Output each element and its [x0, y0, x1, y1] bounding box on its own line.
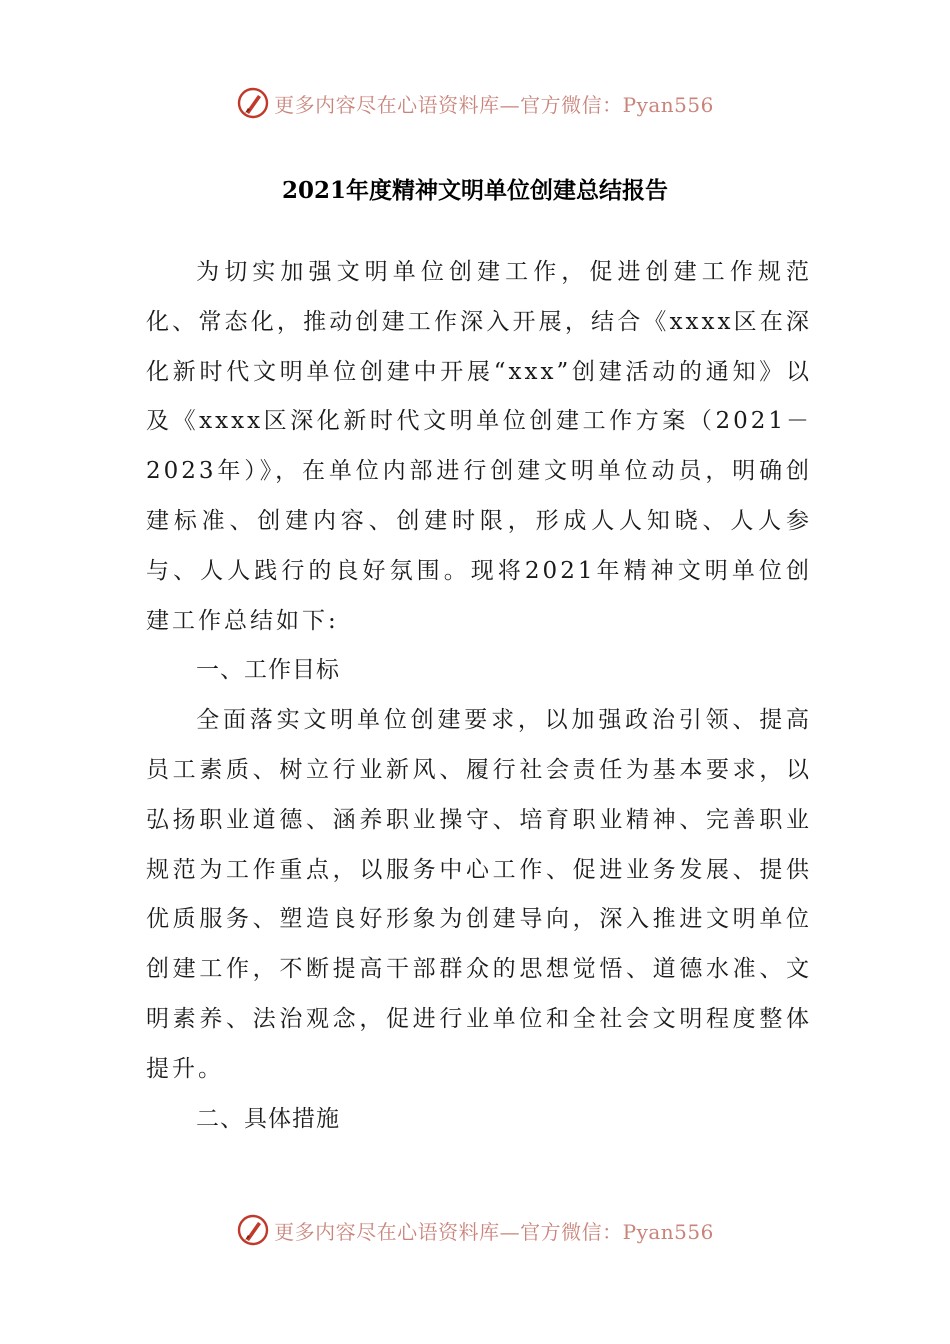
- goals-paragraph: 全面落实文明单位创建要求，以加强政治引领、提高员工素质、树立行业新风、履行社会责任为基本要求，以弘扬职业道德、涵养职业操守、培育职业精神、完善职业规范为工作重点，以服务中心工作、促进业务发展、提供优质服务、塑造良好形象为创建导向，深入推进文明单位创建工作，不断提高干部群众的思想觉悟、道德水准、文明素养、法治观念，促进行业单位和全社会文明程度整体提升。: [146, 707, 812, 1082]
- watermark-text: 更多内容尽在心语资料库—官方微信：Pyan556: [274, 1219, 714, 1244]
- section-heading-measures: 二、具体措施: [196, 1105, 340, 1132]
- quill-pen-logo-icon: [236, 1213, 270, 1247]
- footer-watermark: [0, 1210, 950, 1250]
- quill-pen-logo-icon: [236, 86, 270, 120]
- section-heading-goals: 一、工作目标: [196, 657, 340, 684]
- watermark-text: 更多内容尽在心语资料库—官方微信：Pyan556: [274, 92, 714, 117]
- intro-paragraph: 为切实加强文明单位创建工作，促进创建工作规范化、常态化，推动创建工作深入开展，结合《xxxx区在深化新时代文明单位创建中开展“xxx”创建活动的通知》以及《xxxx区深化新时代文明单位创建工作方案（2021－2023年）》，在单位内部进行创建文明单位动员，明确创建标准、创建内容、创建时限，形成人人知晓、人人参与、人人践行的良好氛围。现将2021年精神文明单位创建工作总结如下:: [146, 259, 812, 634]
- header-watermark: [0, 83, 950, 123]
- document-body: [146, 248, 812, 1144]
- document-title: 2021年度精神文明单位创建总结报告: [281, 177, 668, 204]
